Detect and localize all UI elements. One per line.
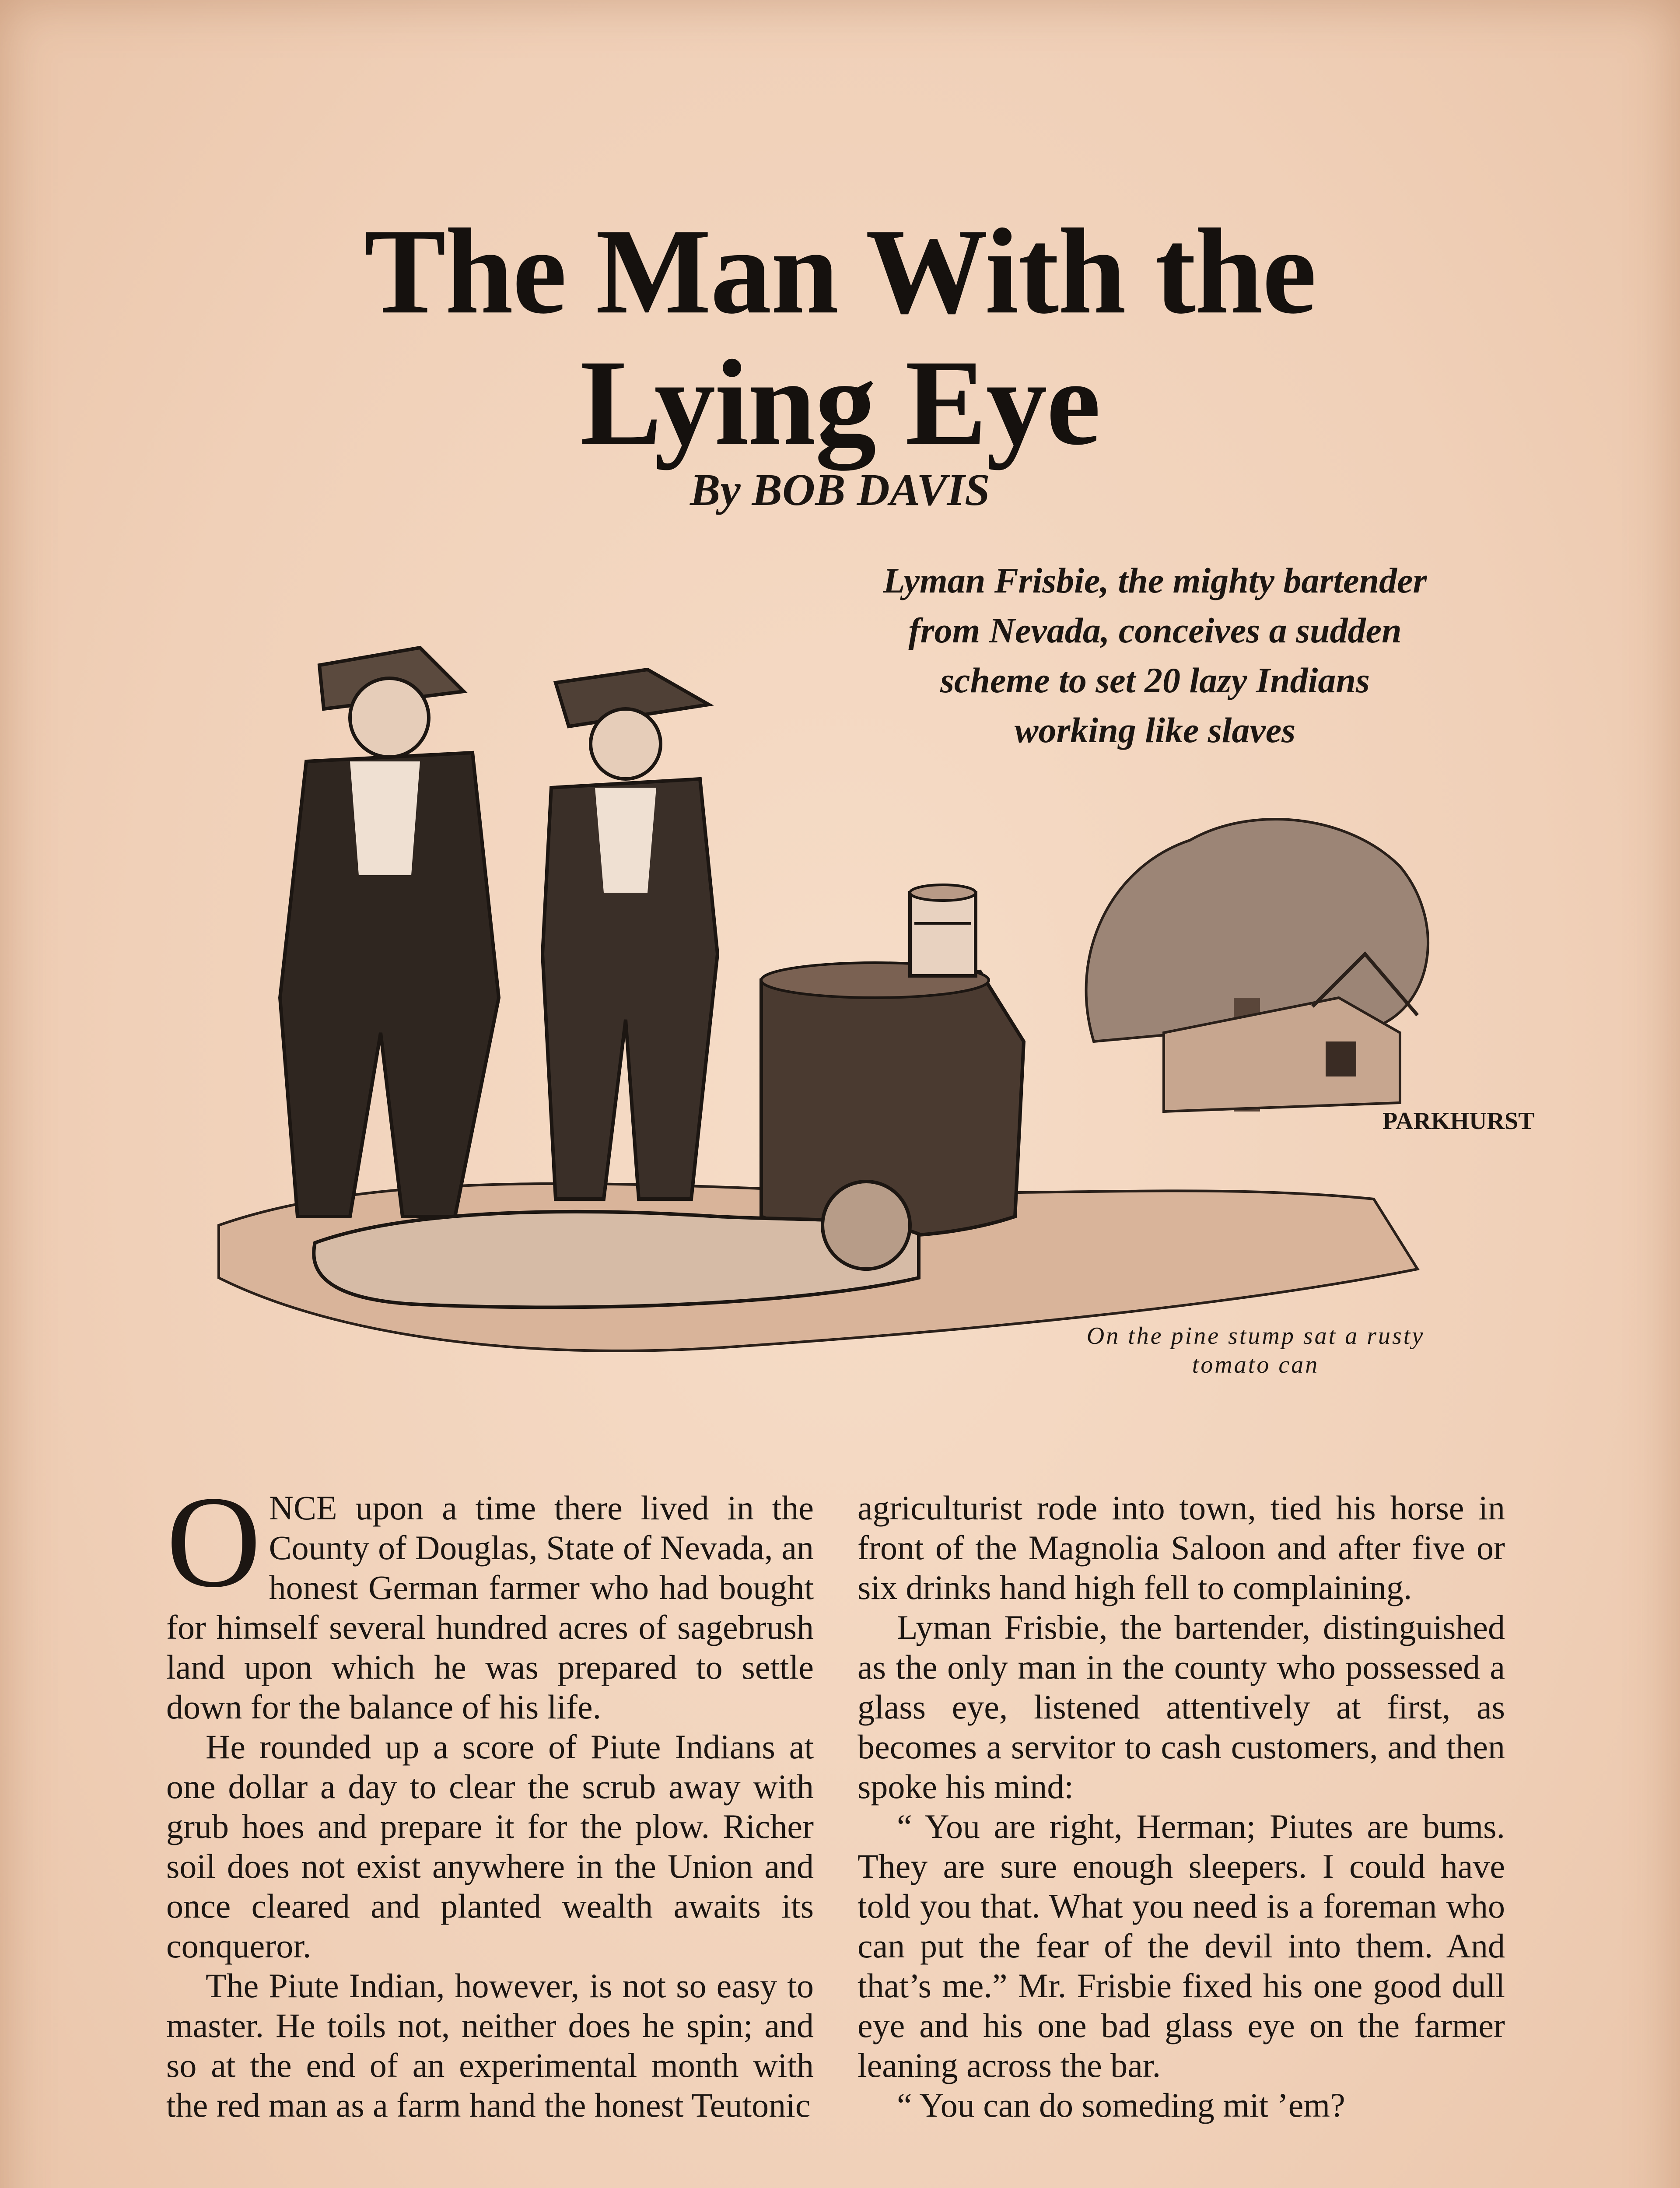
deck-line: working like slaves (1014, 710, 1296, 750)
illustration-caption (1006, 1322, 1505, 1379)
paragraph: Lyman Frisbie, the bartender, distinguished as the only man in the county who possessed a glass eye, listened attentively at first, as becomes a servitor to cash customers, and then spoke his mind: (858, 1608, 1505, 1806)
caption-line: tomato can (1192, 1351, 1320, 1378)
deck-line: from Nevada, conceives a sudden (908, 610, 1402, 650)
paragraph: “ You are right, Herman; Piutes are bums. They are sure enough sleepers. I could have told you that. What you need is a foreman who can put the fear of the devil into them. And that’s me.” Mr. Frisbie fixed his one good dull eye and his one bad glass eye on the farmer leaning across the bar. (858, 1807, 1505, 2084)
caption-line: On the pine stump sat a rusty (1086, 1322, 1425, 1350)
deck-line: scheme to set 20 lazy Indians (940, 660, 1370, 700)
paragraph: agriculturist rode into town, tied his horse in front of the Magnolia Saloon and after five or six drinks hand high fell to complaining. (858, 1489, 1505, 1606)
byline: By BOB DAVIS (690, 465, 990, 515)
article-title-line-2: Lying Eye (580, 334, 1100, 470)
standing-man-left (280, 648, 499, 1217)
paragraph: He rounded up a score of Piute Indians at one dollar a day to clear the scrub away with grub hoes and prepare it for the plow. Richer soil does not exist anywhere in the Union and once cleared and planted wealth awaits its conqueror. (166, 1728, 814, 1965)
tomato-can (910, 885, 976, 976)
drop-cap: O (166, 1469, 261, 1614)
article-title-line-1: The Man With the (364, 203, 1316, 339)
artist-signature: PARKHURST (1382, 1108, 1535, 1135)
paragraph-text: NCE upon a time there lived in the County of Douglas, State of Nevada, an honest German farmer who had bought for himself several hundred acres of sagebrush land upon which he was prepared to settle down for the balance of his life. (166, 1489, 814, 1726)
standing-man-right (542, 670, 718, 1199)
left-column (166, 1469, 814, 2125)
paragraph: “ You can do someding mit ’em? (897, 2086, 1345, 2124)
deck-line: Lyman Frisbie, the mighty bartender (883, 561, 1427, 600)
paragraph: The Piute Indian, however, is not so easy to master. He toils not, neither does he spin; and so at the end of an experimental month with the red man as a farm hand the honest Teutonic (166, 1967, 814, 2124)
right-column (858, 1488, 1505, 2125)
paragraph (166, 1469, 814, 1727)
